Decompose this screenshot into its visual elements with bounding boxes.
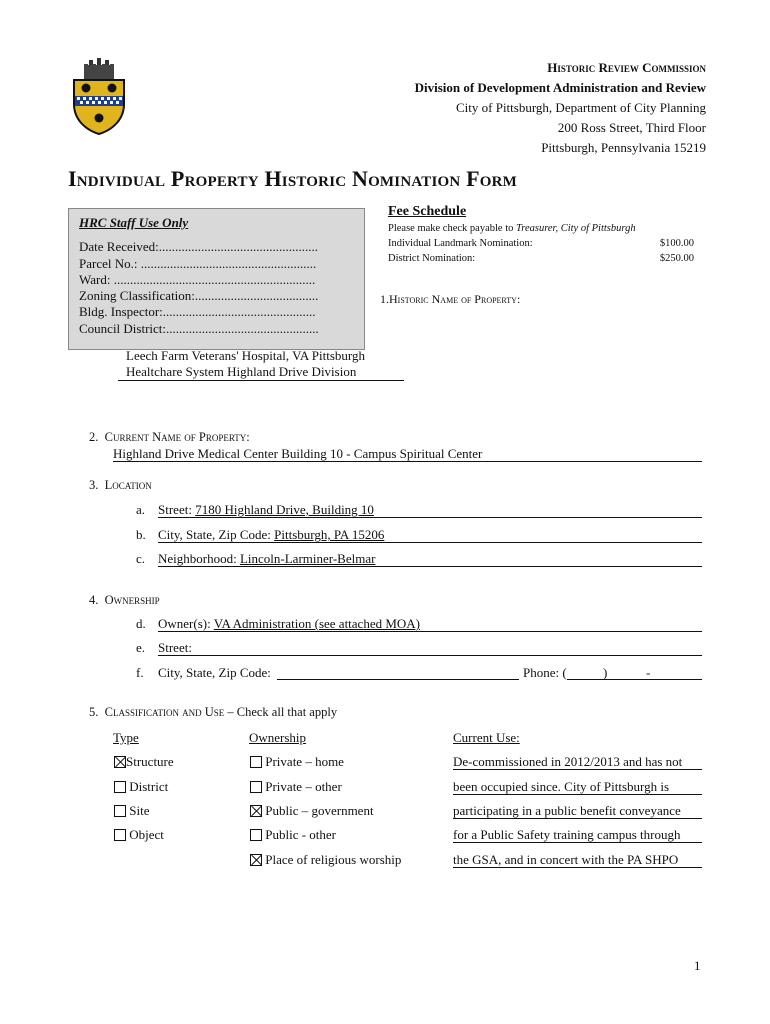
type-site[interactable]: Site [114,803,149,819]
fee-schedule-heading: Fee Schedule [388,204,467,219]
ownership-private-home[interactable]: Private – home [250,754,344,770]
checkbox[interactable] [114,805,126,817]
fee-payable-note: Please make check payable to Treasurer, City of Pittsburgh [388,223,636,234]
division-name: Division of Development Administration and Review [414,80,706,95]
city-seal-logo [70,58,128,136]
q1-answer-line [118,380,404,381]
checkbox[interactable] [114,781,126,793]
q3-neighborhood-field[interactable]: Neighborhood: Lincoln-Larminer-Belmar [158,551,702,567]
ownership-religious-worship[interactable]: Place of religious worship [250,852,401,868]
address-street: 200 Ross Street, Third Floor [557,120,706,135]
current-use-line[interactable]: participating in a public benefit conveyance [453,803,702,819]
staff-use-heading: HRC Staff Use Only [79,215,189,230]
department-name: City of Pittsburgh, Department of City Planning [455,100,706,115]
col-type-heading: Type [113,730,139,745]
q3-label: 3. Location [89,478,152,492]
staff-field-inspector[interactable]: Bldg. Inspector:............................................... [79,304,316,320]
fee-row: Individual Landmark Nomination: $100.00 [388,238,694,249]
fee-schedule [388,203,694,266]
ownership-public-government[interactable]: Public – government [250,803,374,819]
letterhead [415,58,706,158]
q4-city-label: City, State, Zip Code: [158,665,271,680]
fee-payee: Treasurer, City of Pittsburgh [515,223,636,234]
fee-row: District Nomination: $250.00 [388,253,694,264]
q1-answer[interactable]: Leech Farm Veterans' Hospital, VA Pittsburgh Healtchare System Highland Drive Division [126,348,365,379]
q1-label: 1.Historic Name of Property: [380,292,521,306]
staff-field-zoning[interactable]: Zoning Classification:...................................... [79,288,319,304]
q4-phone-label: Phone: ( [523,665,567,680]
q3-city-letter: b. [136,527,146,542]
checkbox[interactable] [250,756,262,768]
checkbox[interactable] [250,781,262,793]
staff-field-date-received[interactable]: Date Received:................................................. [79,239,319,255]
checkbox-checked[interactable] [114,756,126,768]
q3-city-field[interactable]: City, State, Zip Code: Pittsburgh, PA 15206 [158,527,702,543]
commission-name: Historic Review Commission [547,60,706,75]
current-use-line[interactable]: for a Public Safety training campus through [453,827,702,843]
staff-field-ward[interactable]: Ward: .............................................................. [79,271,316,287]
current-use-line[interactable]: De-commissioned in 2012/2013 and has not [453,754,702,770]
current-use-line[interactable]: been occupied since. City of Pittsburgh is [453,779,702,795]
q4-phone-field[interactable] [567,679,702,680]
staff-use-box [68,208,365,350]
q4-owner-letter: d. [136,616,146,631]
q5-label: 5. Classification and Use – Check all that apply [89,705,338,719]
checkbox-checked[interactable] [250,854,262,866]
type-object[interactable]: Object [114,827,164,843]
ownership-public-other[interactable]: Public - other [250,827,336,843]
staff-field-council-district[interactable]: Council District:............................................... [79,320,319,336]
q4-phone-dash: - [646,665,651,680]
staff-field-parcel[interactable]: Parcel No.: ...................................................... [79,255,317,271]
current-use-line[interactable]: the GSA, and in concert with the PA SHPO [453,852,702,868]
q4-owner-field[interactable]: Owner(s): VA Administration (see attached MOA) [158,616,702,632]
q4-city-letter: f. [136,665,144,680]
q4-street-letter: e. [136,640,146,655]
col-ownership-heading: Ownership [249,730,307,745]
q4-city-field[interactable] [277,679,519,680]
q2-label: 2. Current Name of Property: [89,430,250,444]
address-city: Pittsburgh, Pennsylvania 15219 [541,140,706,155]
q3-street-field[interactable]: Street: 7180 Highland Drive, Building 10 [158,502,702,518]
type-district[interactable]: District [114,779,168,795]
q4-phone-close: ) [603,665,608,680]
page-number: 1 [694,958,701,973]
q4-street-field[interactable]: Street: [158,640,702,656]
q2-answer-field[interactable]: Highland Drive Medical Center Building 10 - Campus Spiritual Center [113,446,702,462]
q4-label: 4. Ownership [89,593,160,607]
checkbox[interactable] [250,829,262,841]
q3-street-letter: a. [136,502,146,517]
col-use-heading: Current Use: [453,730,520,745]
form-title: Individual Property Historic Nomination Form [68,166,518,191]
q3-neighborhood-letter: c. [136,551,146,566]
type-structure[interactable]: Structure [114,754,174,770]
ownership-private-other[interactable]: Private – other [250,779,342,795]
checkbox[interactable] [114,829,126,841]
checkbox-checked[interactable] [250,805,262,817]
